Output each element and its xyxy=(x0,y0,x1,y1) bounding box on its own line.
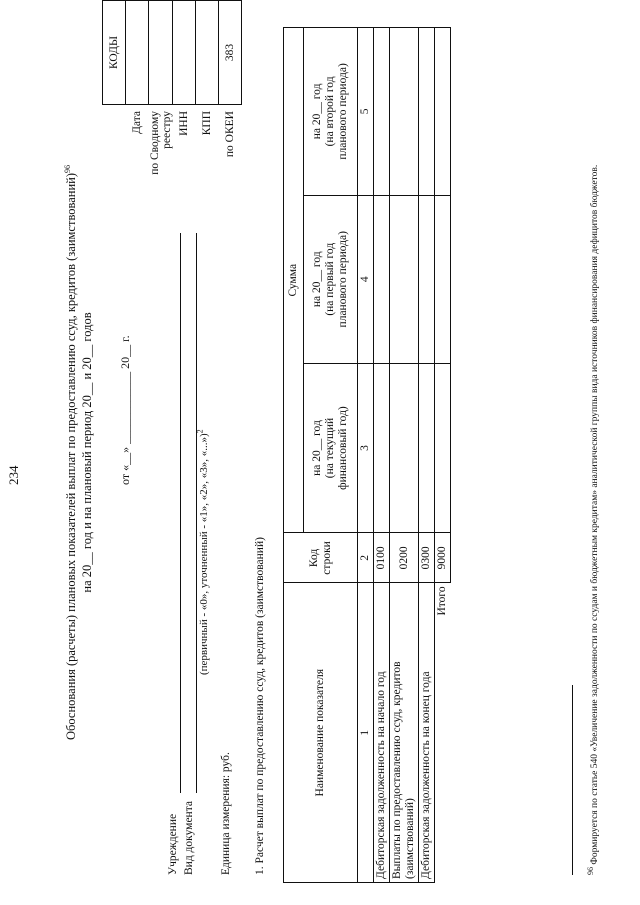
footnote-text: Формируется по статье 540 «Увеличение задолженности по ссудам и бюджетным кредитам» аналитической группы вида источников финансирования дефицитов бюджетов. xyxy=(590,164,600,865)
header-code-text: Код строки xyxy=(307,541,333,575)
code-value-kpp[interactable] xyxy=(196,1,219,105)
header-sum-year-current xyxy=(304,363,358,533)
doc-type-line[interactable] xyxy=(196,233,197,793)
header-sum-3-l2: (на второй год xyxy=(324,76,336,147)
total-row xyxy=(435,28,451,883)
footnote-mark: 96 xyxy=(585,867,595,875)
code-value-inn[interactable] xyxy=(173,1,196,105)
total-code: 9000 xyxy=(435,533,451,583)
row-code: 0100 xyxy=(374,533,390,583)
row-sum-cell[interactable] xyxy=(419,363,435,533)
row-sum-cell[interactable] xyxy=(374,363,390,533)
code-label-kpp: КПП xyxy=(201,111,213,136)
row-sum-cell[interactable] xyxy=(390,363,419,533)
header-code xyxy=(284,533,358,583)
header-name: Наименование показателя xyxy=(284,583,358,883)
row-sum-cell[interactable] xyxy=(374,195,390,363)
row-name: Дебиторская задолженность на начало год xyxy=(374,583,390,883)
footnote-rule xyxy=(572,685,573,875)
col-number-3: 3 xyxy=(358,363,374,533)
total-label: Итого xyxy=(435,583,451,883)
table-row xyxy=(390,28,419,883)
unit-label: Единица измерения: руб. xyxy=(220,752,232,875)
header-sum-year-plan1 xyxy=(304,195,358,363)
code-value-date[interactable] xyxy=(126,1,149,105)
row-sum-cell[interactable] xyxy=(374,28,390,196)
row-code: 0300 xyxy=(419,533,435,583)
form-subtitle: на 20__ год и на плановый период 20__ и 20__ годов xyxy=(80,312,94,593)
header-sum-2-l2: (на первый год xyxy=(324,242,336,316)
code-label-okei: по ОКЕИ xyxy=(224,111,236,158)
table-row xyxy=(419,28,435,883)
code-value-registry[interactable] xyxy=(149,1,173,105)
row-name: Дебиторская задолженность на конец года xyxy=(419,583,435,883)
code-label-registry: по Сводному реестру xyxy=(148,111,173,175)
doc-type-hint-text: (первичный - «0», уточненный - «1», «2», «3», «...») xyxy=(198,433,210,675)
header-sum-1-l1: на 20__ год xyxy=(311,420,323,476)
institution-label: Учреждение xyxy=(167,813,179,875)
codes-block xyxy=(102,0,242,215)
header-sum-3-l3: планового периода) xyxy=(337,63,349,160)
total-sum-cell[interactable] xyxy=(435,195,451,363)
form-title xyxy=(64,0,79,905)
institution-line[interactable] xyxy=(180,233,181,793)
header-sum-1-l2: (на текущий xyxy=(324,417,336,479)
header-sum-1-l3: финансовый год) xyxy=(337,406,349,490)
col-number-1: 1 xyxy=(358,583,374,883)
total-sum-cell[interactable] xyxy=(435,28,451,196)
col-number-4: 4 xyxy=(358,195,374,363)
page-number: 234 xyxy=(6,465,21,485)
codes-header: КОДЫ xyxy=(103,1,126,105)
payments-table xyxy=(283,27,451,883)
section-title: 1. Расчет выплат по предоставлению ссуд, кредитов (заимствований) xyxy=(254,537,266,875)
row-sum-cell[interactable] xyxy=(419,195,435,363)
form-title-text: Обоснования (расчеты) плановых показателей выплат по предоставлению ссуд, кредитов (заимствований) xyxy=(64,172,78,741)
row-name: Выплаты по предоставлению ссуд, кредитов (заимствований) xyxy=(390,583,419,883)
doc-type-hint-mark: 2 xyxy=(195,429,205,434)
total-sum-cell[interactable] xyxy=(435,363,451,533)
header-sum-3-l1: на 20__ год xyxy=(311,83,323,140)
footnote xyxy=(585,164,600,875)
doc-type-hint xyxy=(195,429,210,675)
title-footnote-mark: 96 xyxy=(62,164,72,173)
doc-type-label: Вид документа xyxy=(183,801,195,875)
row-sum-cell[interactable] xyxy=(390,195,419,363)
col-number-5: 5 xyxy=(358,28,374,196)
code-label-date: Дата xyxy=(131,111,143,134)
row-code: 0200 xyxy=(390,533,419,583)
header-sum: Сумма xyxy=(284,28,304,533)
code-value-okei: 383 xyxy=(219,1,242,105)
row-sum-cell[interactable] xyxy=(419,28,435,196)
header-sum-2-l3: планового периода) xyxy=(337,231,349,328)
date-line: от «__» ____________ 20__ г. xyxy=(118,335,132,485)
table-row xyxy=(374,28,390,883)
header-sum-year-plan2 xyxy=(304,28,358,196)
header-sum-2-l1: на 20__ год xyxy=(311,251,323,308)
code-label-inn: ИНН xyxy=(178,111,190,136)
col-number-2: 2 xyxy=(358,533,374,583)
row-sum-cell[interactable] xyxy=(390,28,419,196)
